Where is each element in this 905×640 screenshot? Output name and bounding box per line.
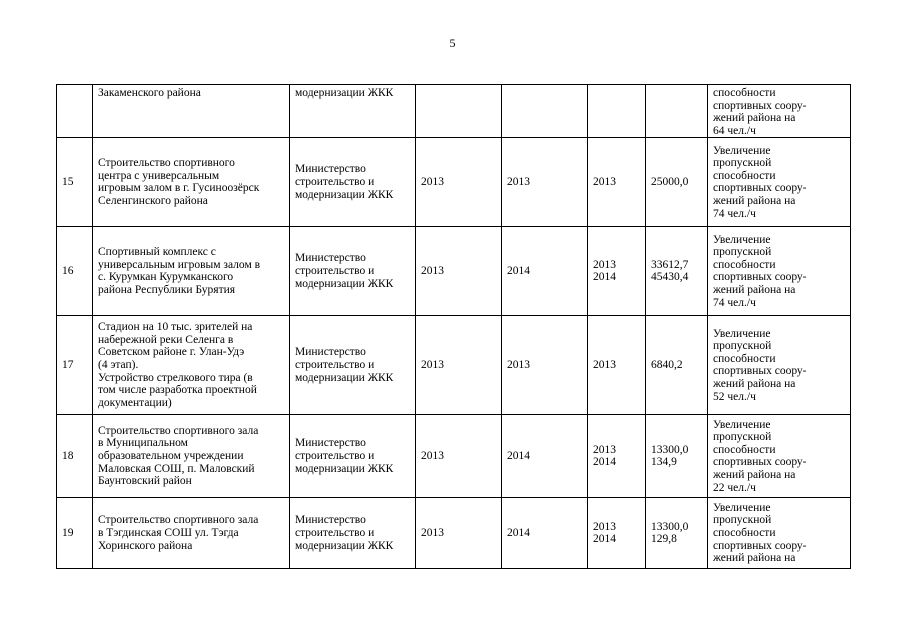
end-year: 2013 bbox=[502, 316, 588, 415]
funding-years bbox=[588, 316, 646, 415]
funding-amount: 25000,0 bbox=[651, 176, 689, 189]
funding-year: 2013 bbox=[593, 359, 616, 372]
funding-year: 2013 bbox=[593, 443, 616, 456]
expected-result: Увеличение пропускной способности спортивных соору- жений района на bbox=[708, 498, 851, 569]
row-number: 19 bbox=[57, 498, 93, 569]
row-number: 16 bbox=[57, 227, 93, 316]
start-year bbox=[416, 85, 502, 138]
end-year: 2014 bbox=[502, 498, 588, 569]
funding-year: 2013 bbox=[593, 520, 616, 533]
funding-amounts bbox=[646, 85, 708, 138]
funding-years bbox=[588, 85, 646, 138]
funding-amount: 45430,4 bbox=[651, 271, 689, 284]
start-year: 2013 bbox=[416, 316, 502, 415]
funding-amounts bbox=[646, 316, 708, 415]
funding-amounts bbox=[646, 415, 708, 498]
expected-result: Увеличение пропускной способности спортивных соору- жений района на 22 чел./ч bbox=[708, 415, 851, 498]
table-row bbox=[57, 85, 851, 138]
project-name: Строительство спортивного зала в Тэгдинская СОШ ул. Тэгда Хоринского района bbox=[93, 498, 290, 569]
end-year bbox=[502, 85, 588, 138]
responsible-ministry: Министерство строительство и модернизации ЖКК bbox=[290, 138, 416, 227]
table-row bbox=[57, 498, 851, 569]
project-name: Спортивный комплекс с универсальным игровым залом в с. Курумкан Курумканского района Республики Бурятия bbox=[93, 227, 290, 316]
row-number: 15 bbox=[57, 138, 93, 227]
funding-years bbox=[588, 415, 646, 498]
project-name: Закаменского района bbox=[93, 85, 290, 138]
funding-amounts bbox=[646, 227, 708, 316]
responsible-ministry: Министерство строительство и модернизации ЖКК bbox=[290, 316, 416, 415]
project-name: Строительство спортивного центра с универсальным игровым залом в г. Гусиноозёрск Селенгинского района bbox=[93, 138, 290, 227]
funding-amount: 6840,2 bbox=[651, 359, 683, 372]
row-number: 17 bbox=[57, 316, 93, 415]
project-name: Строительство спортивного зала в Муниципальном образовательном учреждении Маловская СОШ, п. Маловский Баунтовский район bbox=[93, 415, 290, 498]
end-year: 2013 bbox=[502, 138, 588, 227]
table-row bbox=[57, 316, 851, 415]
funding-amount: 13300,0 bbox=[651, 520, 689, 533]
funding-year: 2014 bbox=[593, 271, 616, 284]
table-row bbox=[57, 138, 851, 227]
funding-amount: 33612,7 bbox=[651, 258, 689, 271]
funding-amount: 13300,0 bbox=[651, 443, 689, 456]
row-number: 18 bbox=[57, 415, 93, 498]
funding-year: 2014 bbox=[593, 456, 616, 469]
expected-result: Увеличение пропускной способности спортивных соору- жений района на 74 чел./ч bbox=[708, 138, 851, 227]
expected-result: Увеличение пропускной способности спортивных соору- жений района на 74 чел./ч bbox=[708, 227, 851, 316]
end-year: 2014 bbox=[502, 415, 588, 498]
start-year: 2013 bbox=[416, 227, 502, 316]
table-row bbox=[57, 227, 851, 316]
funding-years bbox=[588, 138, 646, 227]
responsible-ministry: Министерство строительство и модернизации ЖКК bbox=[290, 415, 416, 498]
funding-amounts bbox=[646, 498, 708, 569]
page-number: 5 bbox=[449, 36, 456, 50]
funding-amount: 129,8 bbox=[651, 533, 677, 546]
project-name: Стадион на 10 тыс. зрителей на набережной реки Селенга в Советском районе г. Улан-Удэ (4 этап). Устройство стрелкового тира (в том числе разработка проектной документации) bbox=[93, 316, 290, 415]
funding-year: 2013 bbox=[593, 176, 616, 189]
projects-table bbox=[56, 84, 851, 569]
start-year: 2013 bbox=[416, 415, 502, 498]
responsible-ministry: Министерство строительство и модернизации ЖКК bbox=[290, 227, 416, 316]
funding-year: 2013 bbox=[593, 258, 616, 271]
funding-years bbox=[588, 498, 646, 569]
expected-result: Увеличение пропускной способности спортивных соору- жений района на 52 чел./ч bbox=[708, 316, 851, 415]
funding-year: 2014 bbox=[593, 533, 616, 546]
responsible-ministry: модернизации ЖКК bbox=[290, 85, 416, 138]
end-year: 2014 bbox=[502, 227, 588, 316]
funding-amount: 134,9 bbox=[651, 456, 677, 469]
table-row bbox=[57, 415, 851, 498]
funding-amounts bbox=[646, 138, 708, 227]
start-year: 2013 bbox=[416, 498, 502, 569]
row-number bbox=[57, 85, 93, 138]
start-year: 2013 bbox=[416, 138, 502, 227]
expected-result: способности спортивных соору- жений района на 64 чел./ч bbox=[708, 85, 851, 138]
funding-years bbox=[588, 227, 646, 316]
responsible-ministry: Министерство строительство и модернизации ЖКК bbox=[290, 498, 416, 569]
